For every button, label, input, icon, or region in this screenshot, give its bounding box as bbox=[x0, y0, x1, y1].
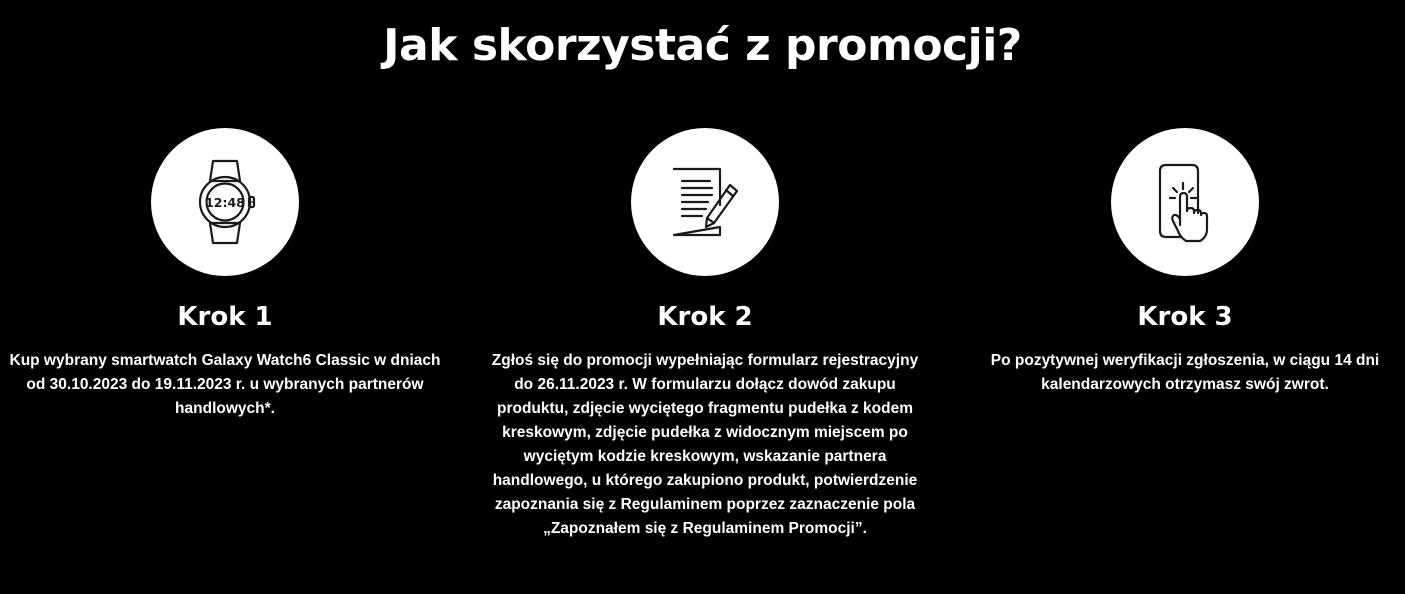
step-2-description: Zgłoś się do promocji wypełniając formularz rejestracyjny do 26.11.2023 r. W formularzu dołącz dowód zakupu produktu, zdjęcie wyciętego fragmentu pudełka z kodem kreskowym, zdjęcie pudełka z widocznym miejscem po wyciętym kodzie kreskowym, wskazanie partnera handlowego, u którego zakupiono produkt, potwierdzenie zapoznania się z Regulaminem poprzez zaznaczenie pola „Zapoznałem się z Regulaminem Promocji”. bbox=[491, 352, 919, 537]
form-pen-icon bbox=[660, 157, 750, 247]
step-1-description: Kup wybrany smartwatch Galaxy Watch6 Classic w dniach od 30.10.2023 do 19.11.2023 r. u wybranych partnerów handlowych*. bbox=[9, 352, 441, 417]
step-3-icon-circle bbox=[1111, 128, 1259, 276]
step-1-icon-circle bbox=[151, 128, 299, 276]
phone-tap-icon bbox=[1140, 157, 1230, 247]
smartwatch-icon bbox=[180, 157, 270, 247]
step-1 bbox=[0, 128, 460, 421]
step-1-title: Krok 1 bbox=[177, 302, 273, 332]
step-2-icon-circle bbox=[631, 128, 779, 276]
step-2 bbox=[470, 128, 940, 541]
step-3-description: Po pozytywnej weryfikacji zgłoszenia, w ciągu 14 dni kalendarzowych otrzymasz swój zwrot. bbox=[990, 352, 1380, 393]
watch-time-display: 12:48 bbox=[205, 195, 245, 210]
page-title: Jak skorzystać z promocji? bbox=[383, 20, 1022, 71]
step-3-title: Krok 3 bbox=[1137, 302, 1233, 332]
step-2-title: Krok 2 bbox=[657, 302, 753, 332]
step-3 bbox=[950, 128, 1405, 397]
